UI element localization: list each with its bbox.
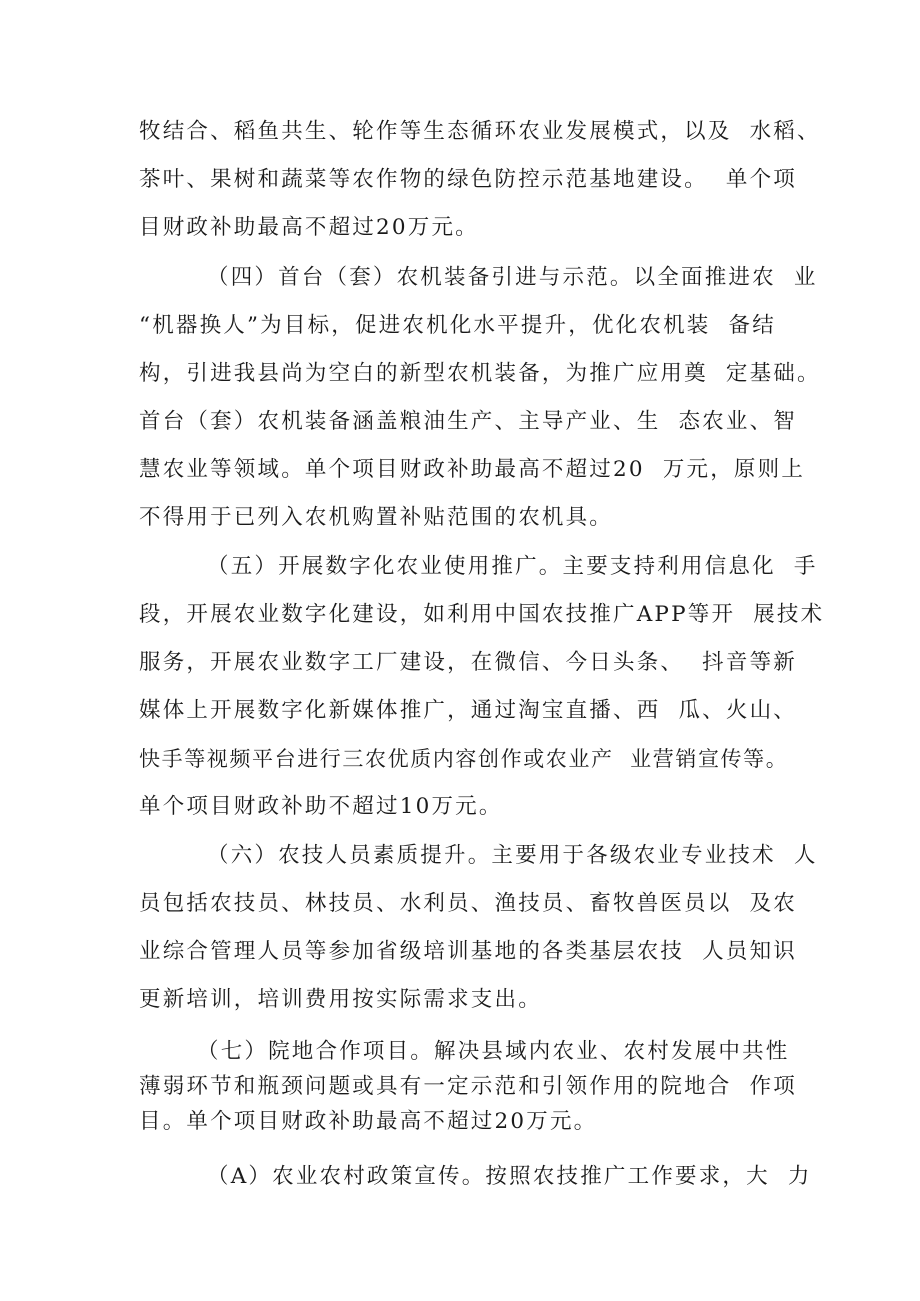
paragraph-line: 服务，开展农业数字工厂建设，在微信、今日头条、 抖音等新 [139,650,797,675]
paragraph-line: 目。单个项目财政补助最高不超过20万元。 [139,1109,598,1134]
paragraph-line: 构，引进我县尚为空白的新型农机装备，为推广应用奠 定基础。 [139,361,821,386]
paragraph-line: 段，开展农业数字化建设，如利用中国农技推广APP等开 展技术 [139,602,825,627]
paragraph-heading-line: （六）农技人员素质提升。主要用于各级农业专业技术 人 [207,843,818,868]
paragraph-heading-line: （七）院地合作项目。解决县域内农业、农村发展中共性 [197,1039,790,1064]
paragraph-line: 单个项目财政补助不超过10万元。 [139,794,503,819]
paragraph-line: 薄弱环节和瓶颈问题或具有一定示范和引领作用的院地合 作项 [139,1074,797,1099]
paragraph-line: 媒体上开展数字化新媒体推广，通过淘宝直播、西 瓜、火山、 [139,698,797,723]
paragraph-line: 业综合管理人员等参加省级培训基地的各类基层农技 人员知识 [139,939,797,964]
paragraph-line: 快手等视频平台进行三农优质内容创作或农业产 业营销宣传等。 [139,747,789,771]
paragraph-heading-line: （五）开展数字化农业使用推广。主要支持利用信息化 手 [207,554,818,579]
paragraph-heading-line: （四）首台（套）农机装备引进与示范。以全面推进农 业 [207,265,818,290]
paragraph-line: “机器换人”为目标，促进农机化水平提升，优化农机装 备结 [139,313,776,338]
paragraph-line: 首台（套）农机装备涵盖粮油生产、主导产业、生 态农业、智 [139,409,797,434]
paragraph-line: 慧农业等领域。单个项目财政补助最高不超过20 万元，原则上 [139,457,806,482]
paragraph-line: 目财政补助最高不超过20万元。 [139,215,479,240]
paragraph-line: 更新培训，培训费用按实际需求支出。 [139,987,542,1012]
paragraph-line: 不得用于已列入农机购置补贴范围的农机具。 [139,505,614,530]
paragraph-heading-line: （A）农业农村政策宣传。按照农技推广工作要求，大 力 [207,1164,812,1189]
paragraph-line: 牧结合、稻鱼共生、轮作等生态循环农业发展模式，以及 水稻、 [139,119,821,144]
paragraph-line: 茶叶、果树和蔬菜等农作物的绿色防控示范基地建设。 单个项 [139,167,797,192]
paragraph-line: 员包括农技员、林技员、水利员、渔技员、畜牧兽医员以 及农 [139,891,797,916]
